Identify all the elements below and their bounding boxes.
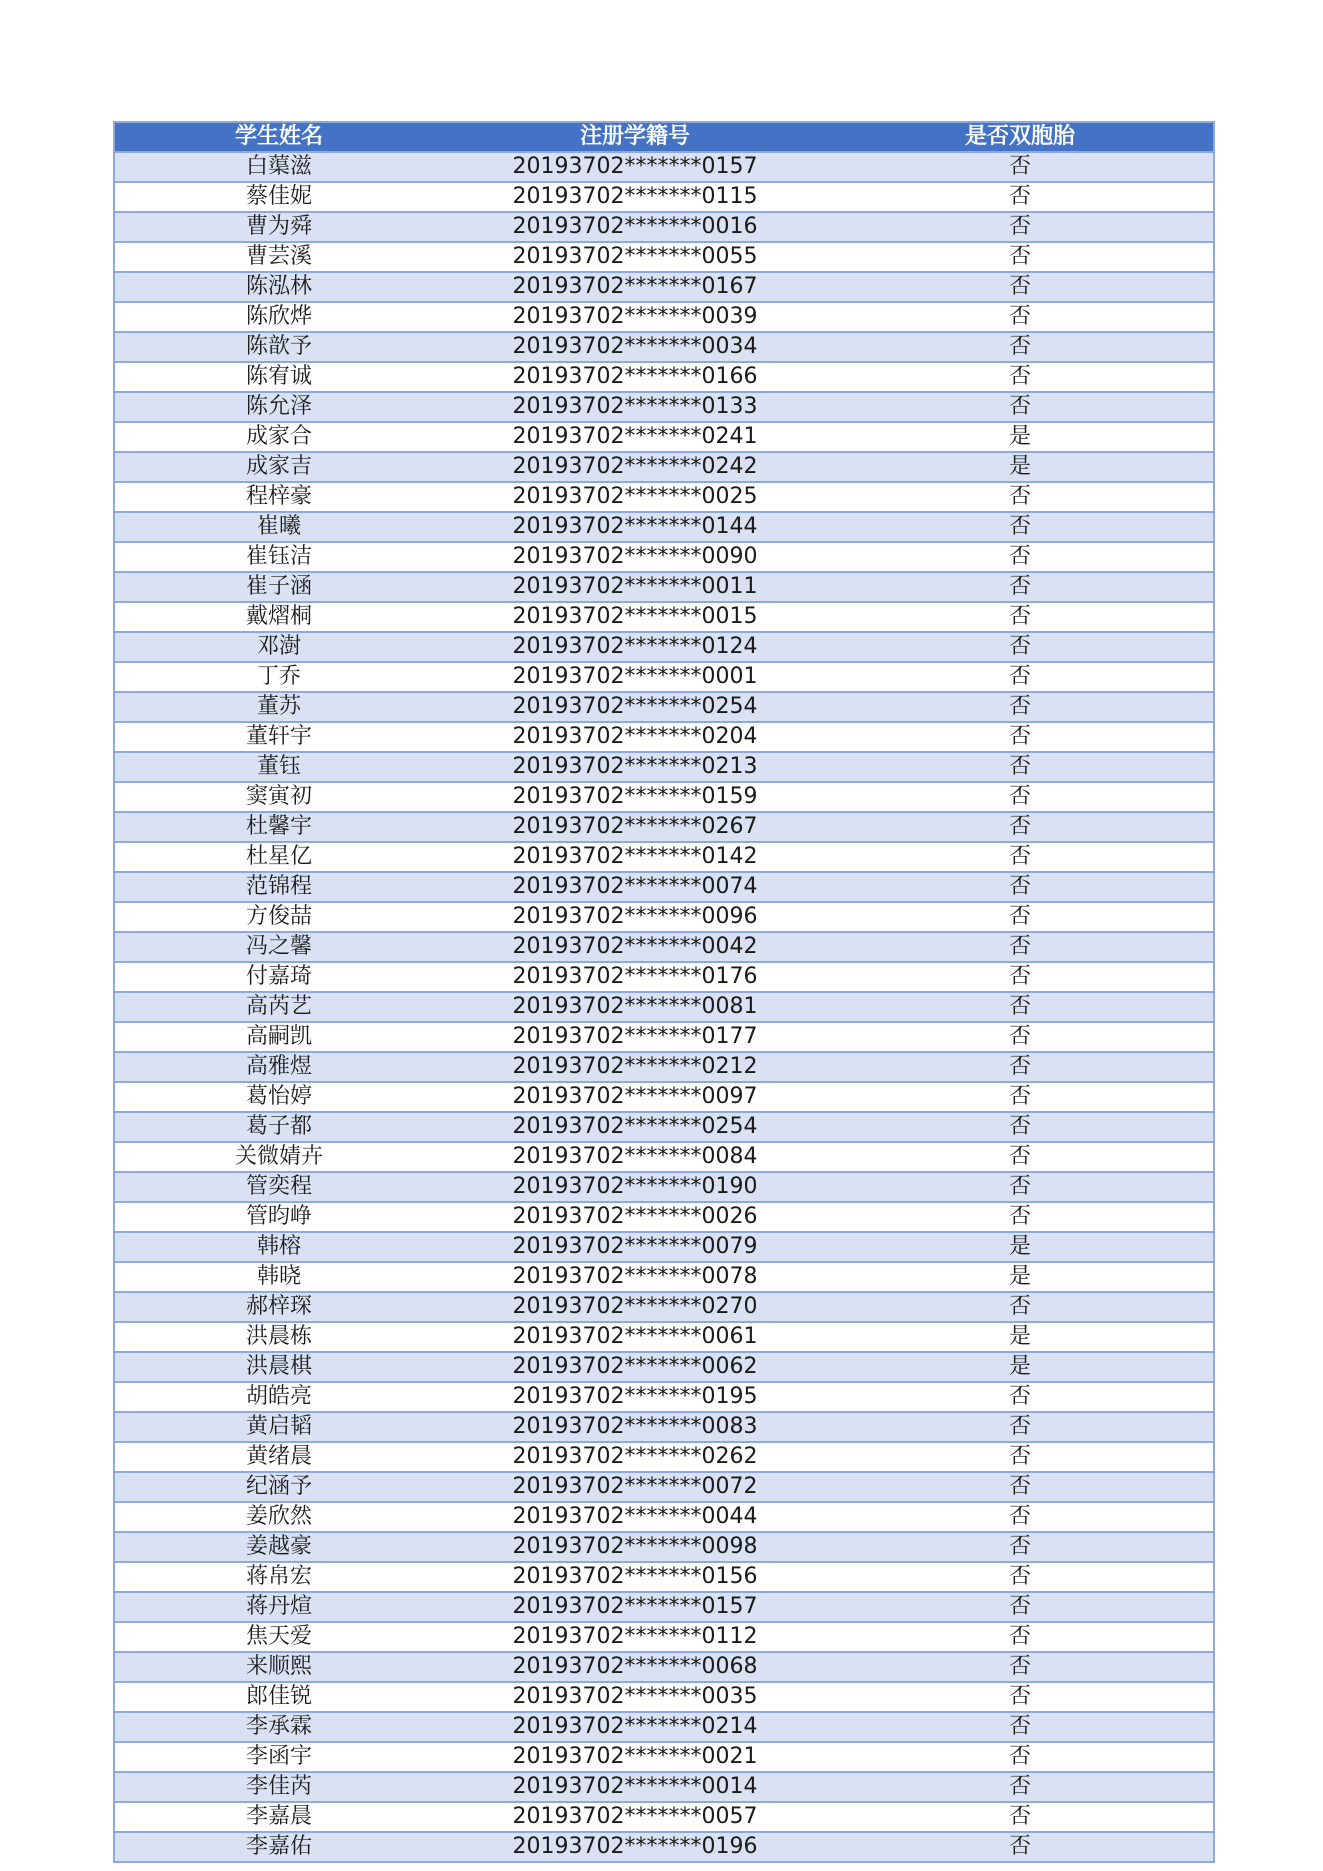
table-row <box>115 962 1213 992</box>
table-row <box>115 572 1213 602</box>
cell-student-name: 高雅煜 <box>115 1052 443 1082</box>
cell-registration-number: 20193702*******0177 <box>443 1022 827 1052</box>
table-row <box>115 602 1213 632</box>
cell-student-name: 韩晓 <box>115 1262 443 1292</box>
cell-is-twin: 是 <box>827 1322 1213 1352</box>
cell-student-name: 邓澍 <box>115 632 443 662</box>
cell-is-twin: 是 <box>827 422 1213 452</box>
table-row <box>115 1292 1213 1322</box>
cell-registration-number: 20193702*******0097 <box>443 1082 827 1112</box>
cell-student-name: 李承霖 <box>115 1712 443 1742</box>
cell-student-name: 曹为舜 <box>115 212 443 242</box>
cell-student-name: 陈允泽 <box>115 392 443 422</box>
cell-is-twin: 否 <box>827 182 1213 212</box>
cell-student-name: 焦天爱 <box>115 1622 443 1652</box>
cell-is-twin: 否 <box>827 962 1213 992</box>
cell-registration-number: 20193702*******0204 <box>443 722 827 752</box>
table-row <box>115 1712 1213 1742</box>
cell-is-twin: 是 <box>827 1232 1213 1262</box>
cell-is-twin: 否 <box>827 1592 1213 1622</box>
cell-is-twin: 否 <box>827 572 1213 602</box>
cell-is-twin: 否 <box>827 1802 1213 1832</box>
cell-student-name: 李嘉佑 <box>115 1832 443 1861</box>
cell-registration-number: 20193702*******0062 <box>443 1352 827 1382</box>
cell-student-name: 冯之馨 <box>115 932 443 962</box>
cell-is-twin: 否 <box>827 1742 1213 1772</box>
table-row <box>115 542 1213 572</box>
cell-registration-number: 20193702*******0068 <box>443 1652 827 1682</box>
cell-is-twin: 否 <box>827 1832 1213 1861</box>
student-table <box>115 123 1213 1861</box>
cell-student-name: 付嘉琦 <box>115 962 443 992</box>
cell-student-name: 郎佳锐 <box>115 1682 443 1712</box>
cell-is-twin: 否 <box>827 302 1213 332</box>
cell-is-twin: 否 <box>827 272 1213 302</box>
cell-registration-number: 20193702*******0166 <box>443 362 827 392</box>
cell-student-name: 窦寅初 <box>115 782 443 812</box>
cell-registration-number: 20193702*******0083 <box>443 1412 827 1442</box>
cell-registration-number: 20193702*******0254 <box>443 692 827 722</box>
table-row <box>115 752 1213 782</box>
cell-student-name: 葛子都 <box>115 1112 443 1142</box>
cell-registration-number: 20193702*******0079 <box>443 1232 827 1262</box>
column-header-is-twin: 是否双胞胎 <box>827 123 1213 152</box>
cell-registration-number: 20193702*******0142 <box>443 842 827 872</box>
cell-student-name: 曹芸溪 <box>115 242 443 272</box>
table-row <box>115 1502 1213 1532</box>
table-row <box>115 182 1213 212</box>
cell-registration-number: 20193702*******0167 <box>443 272 827 302</box>
cell-student-name: 丁乔 <box>115 662 443 692</box>
cell-is-twin: 否 <box>827 1502 1213 1532</box>
cell-registration-number: 20193702*******0074 <box>443 872 827 902</box>
table-row <box>115 452 1213 482</box>
cell-is-twin: 否 <box>827 1562 1213 1592</box>
cell-is-twin: 否 <box>827 482 1213 512</box>
cell-is-twin: 否 <box>827 1382 1213 1412</box>
cell-registration-number: 20193702*******0025 <box>443 482 827 512</box>
cell-student-name: 葛怡婷 <box>115 1082 443 1112</box>
cell-is-twin: 否 <box>827 1412 1213 1442</box>
cell-is-twin: 否 <box>827 782 1213 812</box>
table-row <box>115 482 1213 512</box>
cell-registration-number: 20193702*******0144 <box>443 512 827 542</box>
table-body <box>115 152 1213 1861</box>
cell-is-twin: 否 <box>827 1682 1213 1712</box>
table-row <box>115 1532 1213 1562</box>
cell-student-name: 成家吉 <box>115 452 443 482</box>
table-row <box>115 272 1213 302</box>
cell-is-twin: 否 <box>827 152 1213 182</box>
cell-registration-number: 20193702*******0026 <box>443 1202 827 1232</box>
cell-is-twin: 否 <box>827 1022 1213 1052</box>
cell-student-name: 黄绪晨 <box>115 1442 443 1472</box>
cell-is-twin: 否 <box>827 992 1213 1022</box>
table-row <box>115 1232 1213 1262</box>
table-header <box>115 123 1213 152</box>
cell-is-twin: 否 <box>827 932 1213 962</box>
cell-student-name: 范锦程 <box>115 872 443 902</box>
cell-registration-number: 20193702*******0214 <box>443 1712 827 1742</box>
cell-is-twin: 否 <box>827 1052 1213 1082</box>
cell-student-name: 程梓豪 <box>115 482 443 512</box>
cell-is-twin: 否 <box>827 1442 1213 1472</box>
table-row <box>115 692 1213 722</box>
cell-student-name: 郝梓琛 <box>115 1292 443 1322</box>
cell-student-name: 蒋帛宏 <box>115 1562 443 1592</box>
cell-is-twin: 否 <box>827 1622 1213 1652</box>
cell-registration-number: 20193702*******0084 <box>443 1142 827 1172</box>
cell-is-twin: 否 <box>827 392 1213 422</box>
cell-student-name: 蔡佳妮 <box>115 182 443 212</box>
cell-registration-number: 20193702*******0021 <box>443 1742 827 1772</box>
cell-registration-number: 20193702*******0212 <box>443 1052 827 1082</box>
table-row <box>115 242 1213 272</box>
table-row <box>115 1112 1213 1142</box>
cell-student-name: 姜越豪 <box>115 1532 443 1562</box>
cell-is-twin: 否 <box>827 1712 1213 1742</box>
cell-student-name: 董苏 <box>115 692 443 722</box>
table-row <box>115 362 1213 392</box>
table-row <box>115 1202 1213 1232</box>
cell-registration-number: 20193702*******0213 <box>443 752 827 782</box>
cell-is-twin: 否 <box>827 1532 1213 1562</box>
cell-registration-number: 20193702*******0057 <box>443 1802 827 1832</box>
cell-is-twin: 否 <box>827 1202 1213 1232</box>
table-row <box>115 1472 1213 1502</box>
cell-is-twin: 否 <box>827 1172 1213 1202</box>
cell-is-twin: 否 <box>827 1112 1213 1142</box>
cell-student-name: 李佳芮 <box>115 1772 443 1802</box>
cell-student-name: 陈宥诚 <box>115 362 443 392</box>
cell-student-name: 陈歆予 <box>115 332 443 362</box>
cell-registration-number: 20193702*******0195 <box>443 1382 827 1412</box>
cell-registration-number: 20193702*******0078 <box>443 1262 827 1292</box>
cell-registration-number: 20193702*******0098 <box>443 1532 827 1562</box>
cell-is-twin: 否 <box>827 542 1213 572</box>
table-row <box>115 152 1213 182</box>
cell-registration-number: 20193702*******0159 <box>443 782 827 812</box>
cell-registration-number: 20193702*******0011 <box>443 572 827 602</box>
cell-registration-number: 20193702*******0196 <box>443 1832 827 1861</box>
table-row <box>115 1832 1213 1861</box>
table-row <box>115 1742 1213 1772</box>
cell-is-twin: 否 <box>827 872 1213 902</box>
table-row <box>115 1442 1213 1472</box>
cell-student-name: 纪涵予 <box>115 1472 443 1502</box>
cell-is-twin: 否 <box>827 632 1213 662</box>
cell-is-twin: 否 <box>827 752 1213 782</box>
cell-is-twin: 否 <box>827 842 1213 872</box>
cell-is-twin: 否 <box>827 242 1213 272</box>
cell-registration-number: 20193702*******0112 <box>443 1622 827 1652</box>
cell-registration-number: 20193702*******0044 <box>443 1502 827 1532</box>
cell-student-name: 洪晨棋 <box>115 1352 443 1382</box>
cell-student-name: 蒋丹煊 <box>115 1592 443 1622</box>
cell-registration-number: 20193702*******0267 <box>443 812 827 842</box>
table-row <box>115 392 1213 422</box>
table-row <box>115 332 1213 362</box>
cell-student-name: 崔子涵 <box>115 572 443 602</box>
cell-registration-number: 20193702*******0254 <box>443 1112 827 1142</box>
table-row <box>115 1022 1213 1052</box>
cell-is-twin: 否 <box>827 1292 1213 1322</box>
cell-registration-number: 20193702*******0061 <box>443 1322 827 1352</box>
table-row <box>115 1262 1213 1292</box>
cell-registration-number: 20193702*******0055 <box>443 242 827 272</box>
cell-registration-number: 20193702*******0014 <box>443 1772 827 1802</box>
cell-is-twin: 否 <box>827 1142 1213 1172</box>
cell-student-name: 洪晨栋 <box>115 1322 443 1352</box>
cell-student-name: 管奕程 <box>115 1172 443 1202</box>
table-row <box>115 632 1213 662</box>
cell-is-twin: 否 <box>827 362 1213 392</box>
table-row <box>115 722 1213 752</box>
cell-student-name: 管昀峥 <box>115 1202 443 1232</box>
table-row <box>115 1052 1213 1082</box>
cell-student-name: 杜星亿 <box>115 842 443 872</box>
cell-is-twin: 否 <box>827 1472 1213 1502</box>
student-table-container <box>113 121 1215 1863</box>
cell-student-name: 成家合 <box>115 422 443 452</box>
table-row <box>115 1562 1213 1592</box>
cell-student-name: 方俊喆 <box>115 902 443 932</box>
table-row <box>115 1142 1213 1172</box>
cell-student-name: 李嘉晨 <box>115 1802 443 1832</box>
table-row <box>115 932 1213 962</box>
cell-is-twin: 否 <box>827 722 1213 752</box>
cell-is-twin: 否 <box>827 332 1213 362</box>
cell-student-name: 陈泓林 <box>115 272 443 302</box>
cell-registration-number: 20193702*******0096 <box>443 902 827 932</box>
cell-is-twin: 否 <box>827 902 1213 932</box>
cell-is-twin: 是 <box>827 1262 1213 1292</box>
table-row <box>115 1082 1213 1112</box>
cell-registration-number: 20193702*******0035 <box>443 1682 827 1712</box>
table-row <box>115 1652 1213 1682</box>
cell-student-name: 胡皓亮 <box>115 1382 443 1412</box>
cell-registration-number: 20193702*******0124 <box>443 632 827 662</box>
table-row <box>115 1412 1213 1442</box>
cell-student-name: 董轩宇 <box>115 722 443 752</box>
cell-registration-number: 20193702*******0034 <box>443 332 827 362</box>
table-row <box>115 902 1213 932</box>
cell-is-twin: 否 <box>827 212 1213 242</box>
cell-registration-number: 20193702*******0270 <box>443 1292 827 1322</box>
cell-student-name: 来顺熙 <box>115 1652 443 1682</box>
cell-registration-number: 20193702*******0262 <box>443 1442 827 1472</box>
table-row <box>115 782 1213 812</box>
table-row <box>115 1352 1213 1382</box>
cell-registration-number: 20193702*******0156 <box>443 1562 827 1592</box>
cell-registration-number: 20193702*******0072 <box>443 1472 827 1502</box>
cell-student-name: 关微婧卉 <box>115 1142 443 1172</box>
cell-registration-number: 20193702*******0015 <box>443 602 827 632</box>
cell-is-twin: 否 <box>827 1652 1213 1682</box>
table-row <box>115 1322 1213 1352</box>
cell-registration-number: 20193702*******0016 <box>443 212 827 242</box>
table-row <box>115 1592 1213 1622</box>
table-row <box>115 1622 1213 1652</box>
table-row <box>115 1682 1213 1712</box>
cell-student-name: 李函宇 <box>115 1742 443 1772</box>
table-row <box>115 1772 1213 1802</box>
table-row <box>115 872 1213 902</box>
cell-student-name: 杜馨宇 <box>115 812 443 842</box>
cell-is-twin: 否 <box>827 812 1213 842</box>
table-row <box>115 302 1213 332</box>
cell-is-twin: 是 <box>827 1352 1213 1382</box>
table-row <box>115 842 1213 872</box>
table-row <box>115 662 1213 692</box>
header-row <box>115 123 1213 152</box>
cell-registration-number: 20193702*******0090 <box>443 542 827 572</box>
cell-registration-number: 20193702*******0039 <box>443 302 827 332</box>
column-header-registration-number: 注册学籍号 <box>443 123 827 152</box>
cell-is-twin: 是 <box>827 452 1213 482</box>
table-row <box>115 512 1213 542</box>
cell-registration-number: 20193702*******0241 <box>443 422 827 452</box>
cell-is-twin: 否 <box>827 512 1213 542</box>
cell-student-name: 韩榕 <box>115 1232 443 1262</box>
cell-student-name: 白蕖滋 <box>115 152 443 182</box>
cell-is-twin: 否 <box>827 662 1213 692</box>
cell-student-name: 戴熠桐 <box>115 602 443 632</box>
cell-registration-number: 20193702*******0157 <box>443 1592 827 1622</box>
cell-registration-number: 20193702*******0190 <box>443 1172 827 1202</box>
cell-student-name: 高芮艺 <box>115 992 443 1022</box>
table-row <box>115 992 1213 1022</box>
cell-registration-number: 20193702*******0157 <box>443 152 827 182</box>
cell-is-twin: 否 <box>827 1082 1213 1112</box>
table-row <box>115 1172 1213 1202</box>
cell-registration-number: 20193702*******0001 <box>443 662 827 692</box>
cell-registration-number: 20193702*******0133 <box>443 392 827 422</box>
cell-registration-number: 20193702*******0042 <box>443 932 827 962</box>
column-header-student-name: 学生姓名 <box>115 123 443 152</box>
cell-student-name: 黄启韬 <box>115 1412 443 1442</box>
cell-student-name: 董钰 <box>115 752 443 782</box>
cell-student-name: 陈欣烨 <box>115 302 443 332</box>
cell-student-name: 崔钰洁 <box>115 542 443 572</box>
cell-registration-number: 20193702*******0115 <box>443 182 827 212</box>
table-row <box>115 1382 1213 1412</box>
table-row <box>115 212 1213 242</box>
cell-registration-number: 20193702*******0242 <box>443 452 827 482</box>
table-row <box>115 422 1213 452</box>
cell-registration-number: 20193702*******0176 <box>443 962 827 992</box>
table-row <box>115 812 1213 842</box>
cell-student-name: 姜欣然 <box>115 1502 443 1532</box>
table-row <box>115 1802 1213 1832</box>
cell-is-twin: 否 <box>827 602 1213 632</box>
cell-is-twin: 否 <box>827 1772 1213 1802</box>
cell-student-name: 崔曦 <box>115 512 443 542</box>
cell-registration-number: 20193702*******0081 <box>443 992 827 1022</box>
cell-is-twin: 否 <box>827 692 1213 722</box>
cell-student-name: 高嗣凯 <box>115 1022 443 1052</box>
